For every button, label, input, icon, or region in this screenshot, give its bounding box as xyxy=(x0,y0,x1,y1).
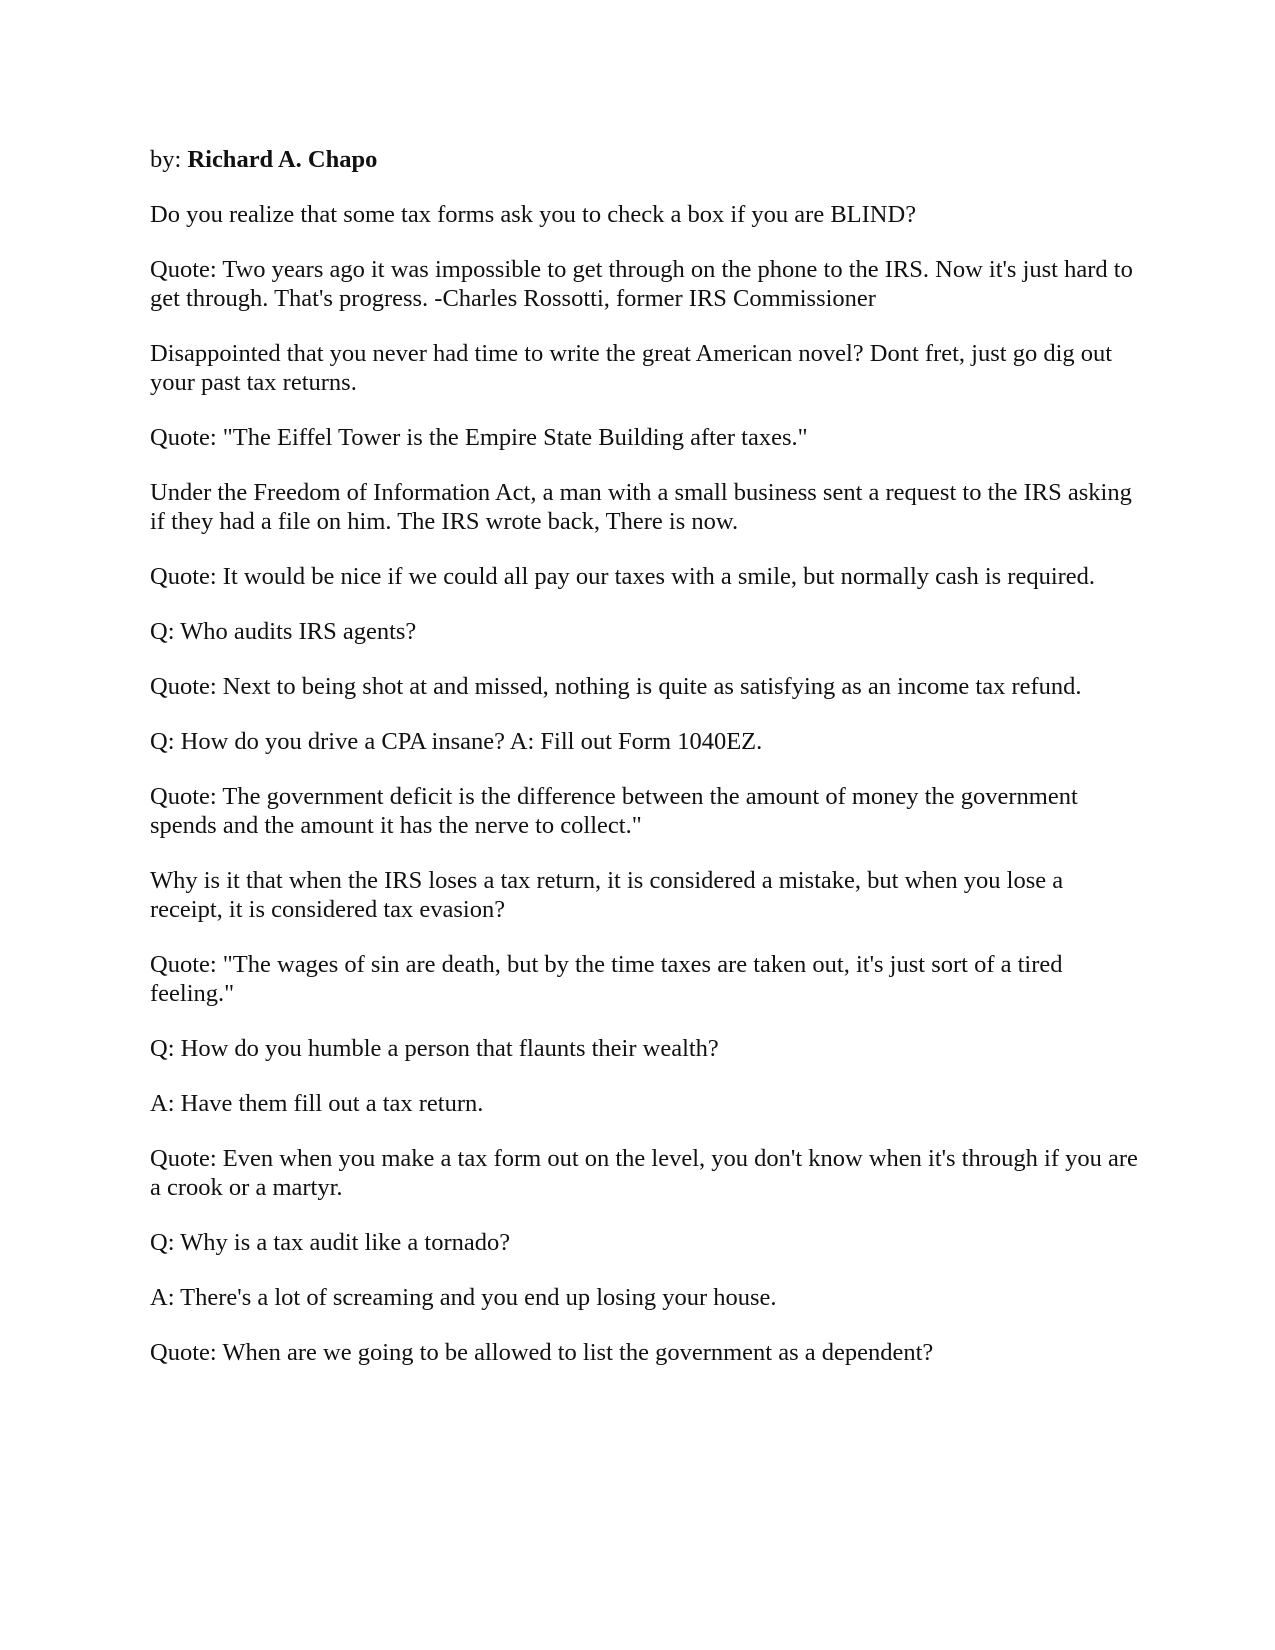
paragraph-tax-evasion: Why is it that when the IRS loses a tax return, it is considered a mistake, but when you lose a receipt, it is considered tax evasion? xyxy=(150,867,1064,923)
paragraph-rossotti-quote: Quote: Two years ago it was impossible to get through on the phone to the IRS. Now it's just hard to get through. That's progress. -Charles Rossotti, former IRS Commissioner xyxy=(150,256,1133,312)
paragraph-refund-quote: Quote: Next to being shot at and missed, nothing is quite as satisfying as an income tax refund. xyxy=(150,673,1082,700)
paragraph-cpa-joke: Q: How do you drive a CPA insane? A: Fill out Form 1040EZ. xyxy=(150,728,763,755)
paragraph-crook-martyr-quote: Quote: Even when you make a tax form out on the level, you don't know when it's through if you are a crook or a martyr. xyxy=(150,1145,1138,1201)
paragraph-freedom-of-information: Under the Freedom of Information Act, a man with a small business sent a request to the IRS asking if they had a file on him. The IRS wrote back, There is now. xyxy=(150,479,1132,535)
paragraph-deficit-quote: Quote: The government deficit is the difference between the amount of money the government spends and the amount it has the nerve to collect." xyxy=(150,783,1078,839)
paragraph-humble-question: Q: How do you humble a person that flaunts their wealth? xyxy=(150,1035,719,1062)
paragraph-smile-quote: Quote: It would be nice if we could all pay our taxes with a smile, but normally cash is required. xyxy=(150,563,1096,590)
byline xyxy=(150,145,1140,174)
paragraph-audits-question: Q: Who audits IRS agents? xyxy=(150,618,417,645)
byline-prefix: by: xyxy=(150,146,182,173)
paragraph-humble-answer: A: Have them fill out a tax return. xyxy=(150,1090,484,1117)
paragraph-blind-checkbox: Do you realize that some tax forms ask you to check a box if you are BLIND? xyxy=(150,201,917,228)
paragraph-dependent-quote: Quote: When are we going to be allowed to list the government as a dependent? xyxy=(150,1339,934,1366)
document-page xyxy=(150,145,1140,1393)
paragraph-tornado-answer: A: There's a lot of screaming and you end up losing your house. xyxy=(150,1284,777,1311)
paragraph-wages-of-sin-quote: Quote: "The wages of sin are death, but by the time taxes are taken out, it's just sort of a tired feeling." xyxy=(150,951,1063,1007)
paragraph-eiffel-quote: Quote: "The Eiffel Tower is the Empire State Building after taxes." xyxy=(150,424,808,451)
paragraph-american-novel: Disappointed that you never had time to write the great American novel? Dont fret, just go dig out your past tax returns. xyxy=(150,340,1113,396)
paragraph-tornado-question: Q: Why is a tax audit like a tornado? xyxy=(150,1229,511,1256)
author-name: Richard A. Chapo xyxy=(187,146,378,173)
